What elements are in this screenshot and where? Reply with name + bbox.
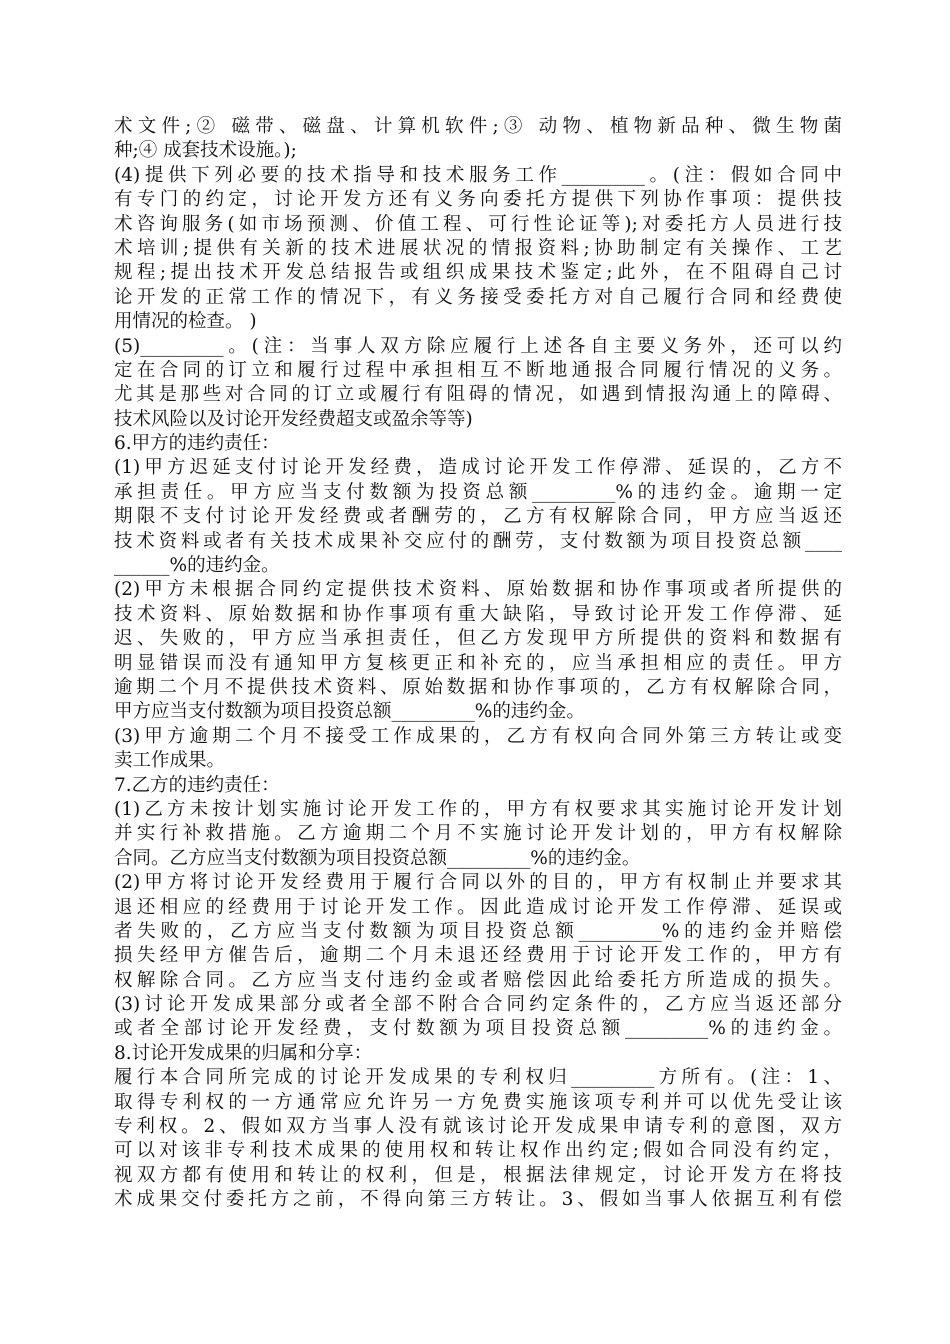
text-line: (1)乙方未按计划实施讨论开发工作的，甲方有权要求其实施讨论开发计划 bbox=[114, 798, 842, 820]
text-line: 6.甲方的违约责任： bbox=[114, 433, 280, 455]
text-line: 可以对该非专利技术成果的使用权和转让权作出约定;假如合同没有约定， bbox=[114, 1140, 842, 1162]
text-line: 7.乙方的违约责任： bbox=[114, 774, 280, 796]
text-line: (1)甲方迟延支付讨论开发经费，造成讨论开发工作停滞、延误的，乙方不 bbox=[114, 457, 842, 479]
text-line: 尤其是那些对合同的订立或履行有阻碍的情况，如遇到情报沟通上的障碍、 bbox=[114, 384, 842, 406]
text-line: 术成果交付委托方之前，不得向第三方转让。3、假如当事人依据互利有偿 bbox=[114, 1189, 842, 1211]
text-line: 者失败的，乙方应当支付数额为项目投资总额_________%的违约金并赔偿 bbox=[114, 920, 842, 942]
text-line: 取得专利权的一方通常应允许另一方免费实施该项专利并可以优先受让该 bbox=[114, 1091, 842, 1113]
text-line: 专利权。2、假如双方当事人没有就该讨论开发成果申请专利的意图，双方 bbox=[114, 1116, 842, 1138]
text-line: 术文件;② 磁带、磁盘、计算机软件;③ 动物、植物新品种、微生物菌 bbox=[114, 116, 842, 137]
text-line: 损失经甲方催告后，逾期二个月未退还经费用于讨论开发工作的，甲方有 bbox=[114, 945, 842, 967]
text-line: 期限不支付讨论开发经费或者酬劳的，乙方有权解除合同，甲方应当返还 bbox=[114, 506, 842, 528]
text-line: 迟、失败的，甲方应当承担责任，但乙方发现甲方所提供的资料和数据有 bbox=[114, 628, 842, 650]
text-line: 术培训;提供有关新的技术进展状况的情报资料;协助制定有关操作、工艺 bbox=[114, 237, 842, 259]
text-line: (2)甲方未根据合同约定提供技术资料、原始数据和协作事项或者所提供的 bbox=[114, 579, 842, 601]
text-line: 定在合同的订立和履行过程中承担相互不断地通报合同履行情况的义务。 bbox=[114, 359, 842, 381]
text-line: 卖工作成果。 bbox=[114, 750, 226, 772]
text-line: 合同。乙方应当支付数额为项目投资总额_________%的违约金。 bbox=[114, 847, 641, 869]
text-line: (2)甲方将讨论开发经费用于履行合同以外的目的，甲方有权制止并要求其 bbox=[114, 872, 842, 894]
text-line: 逾期二个月不提供技术资料、原始数据和协作事项的，乙方有权解除合同， bbox=[114, 676, 842, 698]
text-line: ______%的违约金。 bbox=[114, 555, 280, 577]
text-line: 承担责任。甲方应当支付数额为投资总额_________%的违约金。逾期一定 bbox=[114, 481, 842, 503]
text-line: 履行本合同所完成的讨论开发成果的专利权归_________方所有。(注：1、 bbox=[114, 1067, 842, 1089]
text-line: (3)讨论开发成果部分或者全部不附合合同约定条件的，乙方应当返还部分 bbox=[114, 994, 842, 1016]
text-line: 8.讨论开发成果的归属和分享： bbox=[114, 1042, 373, 1064]
text-line: 用情况的检查。 ) bbox=[114, 311, 257, 333]
text-line: 并实行补救措施。乙方逾期二个月不实施讨论开发计划的，甲方有权解除 bbox=[114, 823, 842, 845]
text-line: (5)_________。(注：当事人双方除应履行上述各自主要义务外，还可以约 bbox=[114, 335, 842, 357]
document-body bbox=[114, 115, 842, 1213]
text-line: 甲方应当支付数额为项目投资总额_________%的违约金。 bbox=[114, 701, 585, 723]
text-line: 技术资料、原始数据和协作事项有重大缺陷，导致讨论开发工作停滞、延 bbox=[114, 603, 842, 625]
text-line: 或者全部讨论开发经费，支付数额为项目投资总额_________%的违约金。 bbox=[114, 1018, 842, 1040]
text-line: 论开发的正常工作的情况下，有义务接受委托方对自己履行合同和经费使 bbox=[114, 286, 842, 308]
text-line: 明显错误而没有通知甲方复核更正和补充的，应当承担相应的责任。甲方 bbox=[114, 652, 842, 674]
text-line: (3)甲方逾期二个月不接受工作成果的，乙方有权向合同外第三方转让或变 bbox=[114, 725, 842, 747]
text-line: 技术资料或者有关技术成果补交应付的酬劳，支付数额为项目投资总额____ bbox=[114, 530, 842, 552]
text-line: 种;④ 成套技术设施。); bbox=[114, 140, 297, 162]
text-line: 退还相应的经费用于讨论开发工作。因此造成讨论开发工作停滞、延误或 bbox=[114, 896, 842, 918]
text-line: (4)提供下列必要的技术指导和技术服务工作_________。(注：假如合同中 bbox=[114, 164, 842, 186]
text-line: 权解除合同。乙方应当支付违约金或者赔偿因此给委托方所造成的损失。 bbox=[114, 969, 842, 991]
text-line: 技术风险以及讨论开发经费超支或盈余等等) bbox=[114, 408, 473, 430]
text-line: 术咨询服务(如市场预测、价值工程、可行性论证等);对委托方人员进行技 bbox=[114, 213, 842, 235]
text-line: 视双方都有使用和转让的权利，但是，根据法律规定，讨论开发方在将技 bbox=[114, 1164, 842, 1186]
text-line: 规程;提出技术开发总结报告或组织成果技术鉴定;此外，在不阻碍自己讨 bbox=[114, 262, 842, 284]
text-line: 有专门的约定，讨论开发方还有义务向委托方提供下列协作事项：提供技 bbox=[114, 189, 842, 211]
